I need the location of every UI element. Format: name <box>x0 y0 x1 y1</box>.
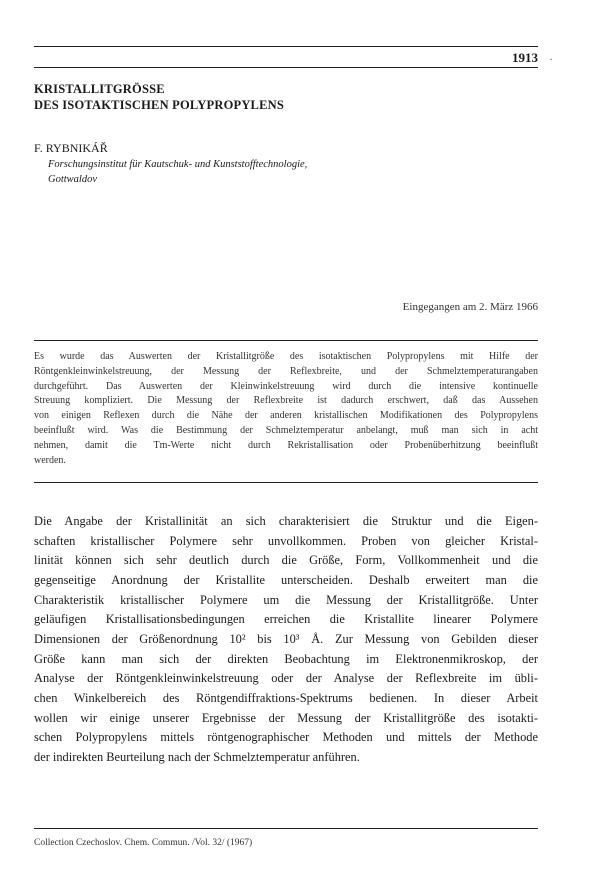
page-number: 1913 <box>512 50 538 65</box>
body-line: schen Polypropylens mittels röntgenographischer Methoden und mittels der Methode <box>34 730 538 745</box>
margin-dot: · <box>549 52 553 66</box>
affiliation-line: Gottwaldov <box>48 174 97 185</box>
header-rule <box>34 67 538 68</box>
top-rule <box>34 46 538 47</box>
author-name: F. RYBNIKÁŘ <box>34 141 108 155</box>
abstract-line: beeinflußt wird. Was die Bestimmung der Schmelztemperatur anbelangt, muß man sich in acht <box>34 424 538 436</box>
abstract-line: von einigen Reflexen durch die Nähe der anderen kristallischen Modifikationen des Polypropylens <box>34 410 538 422</box>
body-text <box>34 512 538 768</box>
body-line: Größe kann man sich der direkten Beobachtung im Elektronenmikroskop, der <box>34 651 538 666</box>
abstract-line: Röntgenkleinwinkelstreuung, der Messung der Reflexbreite, und der Schmelztemperaturangaben <box>34 365 538 377</box>
article-title <box>34 81 534 113</box>
footer-rule <box>34 828 538 829</box>
journal-footer: Collection Czechoslov. Chem. Commun. /Vol. 32/ (1967) <box>34 838 253 848</box>
body-line: Dimensionen der Größenordnung 10² bis 10³ Å. Zur Messung von Gebilden dieser <box>34 631 538 646</box>
title-line: DES ISOTAKTISCHEN POLYPROPYLENS <box>34 98 285 112</box>
body-line: chen Winkelbereich des Röntgendiffraktions-Spektrums bedienen. In dieser Arbeit <box>34 690 538 705</box>
body-line: Die Angabe der Kristallinität an sich charakterisiert die Struktur und die Eigen- <box>34 514 538 528</box>
body-line: linität können sich sehr deutlich durch die Größe, Form, Vollkommenheit und die <box>34 553 538 568</box>
affiliation-line: Forschungsinstitut für Kautschuk- und Kunststofftechnologie, <box>48 159 308 170</box>
abstract-line: Es wurde das Auswerten der Kristallitgröße des isotaktischen Polypropylens mit Hilfe der <box>34 351 538 362</box>
body-line: schaften kristallischer Polymere sehr unvollkommen. Proben von gleicher Kristal- <box>34 533 538 548</box>
body-line: wollen wir einige unserer Ergebnisse der Messung der Kristallitgröße des isotakti- <box>34 710 538 725</box>
author-affiliation <box>48 157 518 187</box>
received-date: Eingegangen am 2. März 1966 <box>402 301 538 313</box>
title-line: KRISTALLITGRÖSSE <box>34 82 165 96</box>
abstract-top-rule <box>34 340 538 341</box>
abstract-line: nehmen, damit die Tm-Werte nicht durch Rekristallisation oder Probenüberhitzung beeinflußt <box>34 439 538 451</box>
body-line: Analyse der Röntgenkleinwinkelstreuung oder der Analyse der Reflexbreite im übli- <box>34 671 538 686</box>
abstract-line: Streuung kompliziert. Die Messung der Reflexbreite ist dadurch erschwert, daß das Aussehen <box>34 395 538 407</box>
abstract-line: durchgeführt. Das Auswerten der Kleinwinkelstreuung wird durch die intensive kontinuelle <box>34 380 538 392</box>
body-line: gegenseitige Anordnung der Kristallite unterscheiden. Deshalb erweitert man die <box>34 572 538 587</box>
abstract-bottom-rule <box>34 482 538 483</box>
abstract <box>34 350 538 468</box>
body-line: der indirekten Beurteilung nach der Schmelztemperatur anführen. <box>34 749 360 764</box>
abstract-line: werden. <box>34 454 66 466</box>
body-line: geläufigen Kristallisationsbedingungen erreichen die Kristallite linearer Polymere <box>34 612 538 627</box>
body-line: Charakteristik kristallischer Polymere um die Messung der Kristallitgröße. Unter <box>34 592 538 607</box>
